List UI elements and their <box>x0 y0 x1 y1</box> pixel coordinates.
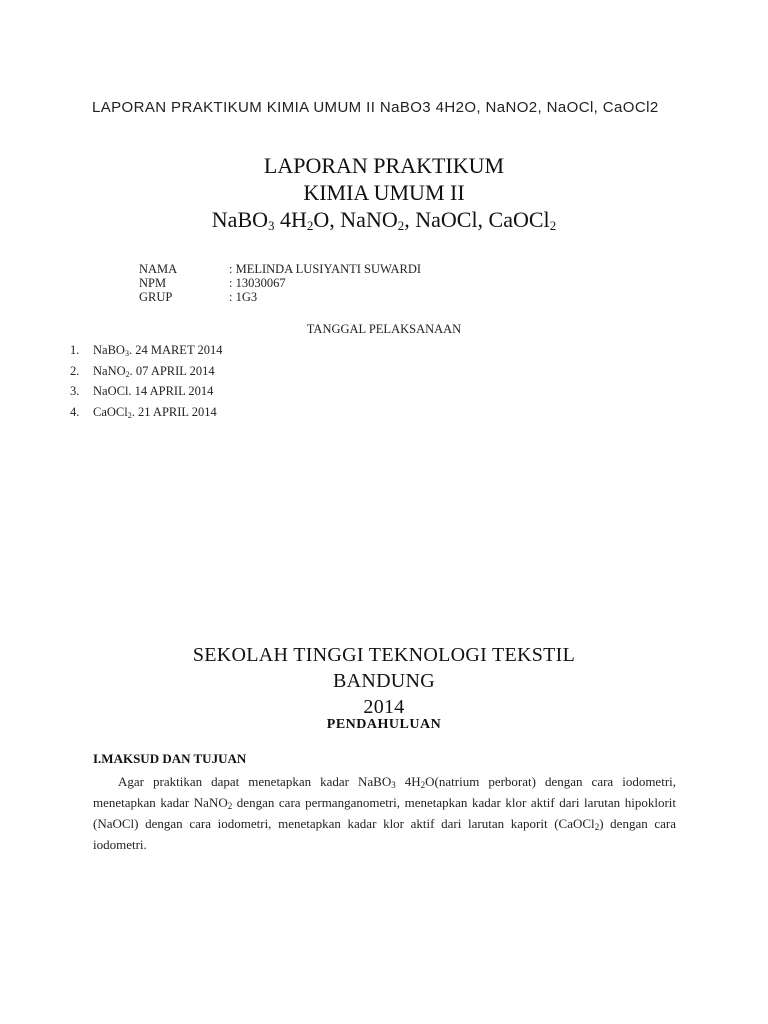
list-item <box>70 405 222 426</box>
formula-subscript: 2 <box>549 218 557 233</box>
list-item <box>70 364 222 385</box>
paragraph-text: ) dengan cara iodometri. <box>93 816 677 852</box>
list-number: 2. <box>70 363 80 378</box>
date-formula: NaNO <box>93 363 126 378</box>
paragraph-text: O(natrium perborat) dengan cara iodometri, menetapkan kadar NaNO <box>93 774 677 810</box>
formula-subscript: 3 <box>268 218 275 233</box>
paragraph-subscript: 3 <box>391 780 396 790</box>
school-name: SEKOLAH TINGGI TEKNOLOGI TEKSTIL <box>192 644 576 666</box>
document-title: LAPORAN PRAKTIKUM KIMIA UMUM II NaBO3 4H2O, NaNO2, NaOCl, CaOCl2 <box>92 99 659 117</box>
info-value: : 1G3 <box>229 290 258 304</box>
date-subscript: 3 <box>124 349 129 358</box>
info-value: : MELINDA LUSIYANTI SUWARDI <box>229 262 422 276</box>
list-item <box>70 343 222 364</box>
section-heading: I.MAKSUD DAN TUJUAN <box>93 751 247 766</box>
student-info <box>139 262 421 304</box>
dates-list <box>70 343 222 425</box>
cover-title-line2: KIMIA UMUM II <box>303 180 465 205</box>
section-title-pendahuluan: PENDAHULUAN <box>326 717 442 732</box>
info-row-nama <box>139 262 421 276</box>
paragraph-subscript: 2 <box>227 801 233 811</box>
formula-part: 4H <box>274 207 307 232</box>
date-subscript: 2 <box>125 369 130 379</box>
date-text <box>93 384 213 399</box>
date-value: . 21 APRIL 2014 <box>131 404 217 419</box>
paragraph-subscript: 2 <box>594 822 600 832</box>
formula-part: NaBO <box>211 207 269 232</box>
list-number: 1. <box>70 343 80 357</box>
cover-formula-line <box>0 206 768 233</box>
date-formula: NaBO <box>93 343 125 357</box>
school-city: BANDUNG <box>332 670 436 692</box>
info-value: : 13030067 <box>229 276 286 290</box>
date-value: . 07 APRIL 2014 <box>129 363 215 378</box>
paragraph-subscript: 2 <box>420 780 426 790</box>
paragraph-text: Agar praktikan dapat menetapkan kadar NaBO <box>118 774 392 789</box>
cover-title <box>0 152 768 233</box>
date-value: . 24 MARET 2014 <box>128 343 223 357</box>
date-text <box>93 364 215 379</box>
list-item <box>70 384 222 405</box>
body-paragraph <box>93 771 676 855</box>
cover-title-line1: LAPORAN PRAKTIKUM <box>263 153 505 178</box>
school-block <box>0 642 768 720</box>
info-row-npm <box>139 276 421 290</box>
info-row-grup <box>139 290 421 304</box>
formula-subscript: 2 <box>397 218 405 233</box>
info-label: NPM <box>139 276 167 290</box>
date-formula: NaOCl. 14 APRIL 2014 <box>93 384 214 398</box>
list-number: 3. <box>70 384 80 398</box>
list-number: 4. <box>70 404 80 419</box>
info-label: NAMA <box>139 262 178 276</box>
tanggal-heading: TANGGAL PELAKSANAAN <box>306 322 462 336</box>
paragraph-text: 4H <box>395 774 421 789</box>
date-subscript: 2 <box>127 410 132 420</box>
school-year: 2014 <box>363 696 405 718</box>
date-formula: CaOCl <box>93 404 128 419</box>
info-label: GRUP <box>139 290 173 304</box>
formula-part: O, NaNO <box>313 207 398 232</box>
formula-part: , NaOCl, CaOCl <box>404 207 550 232</box>
date-text <box>93 343 222 358</box>
date-text <box>93 405 217 420</box>
formula-subscript: 2 <box>306 218 314 233</box>
paragraph-text: dengan cara permanganometri, menetapkan kadar klor aktif dari larutan hipoklorit (NaOCl) dengan cara iodometri, menetapkan kadar klor aktif dari larutan kaporit (CaOCl <box>93 795 676 831</box>
